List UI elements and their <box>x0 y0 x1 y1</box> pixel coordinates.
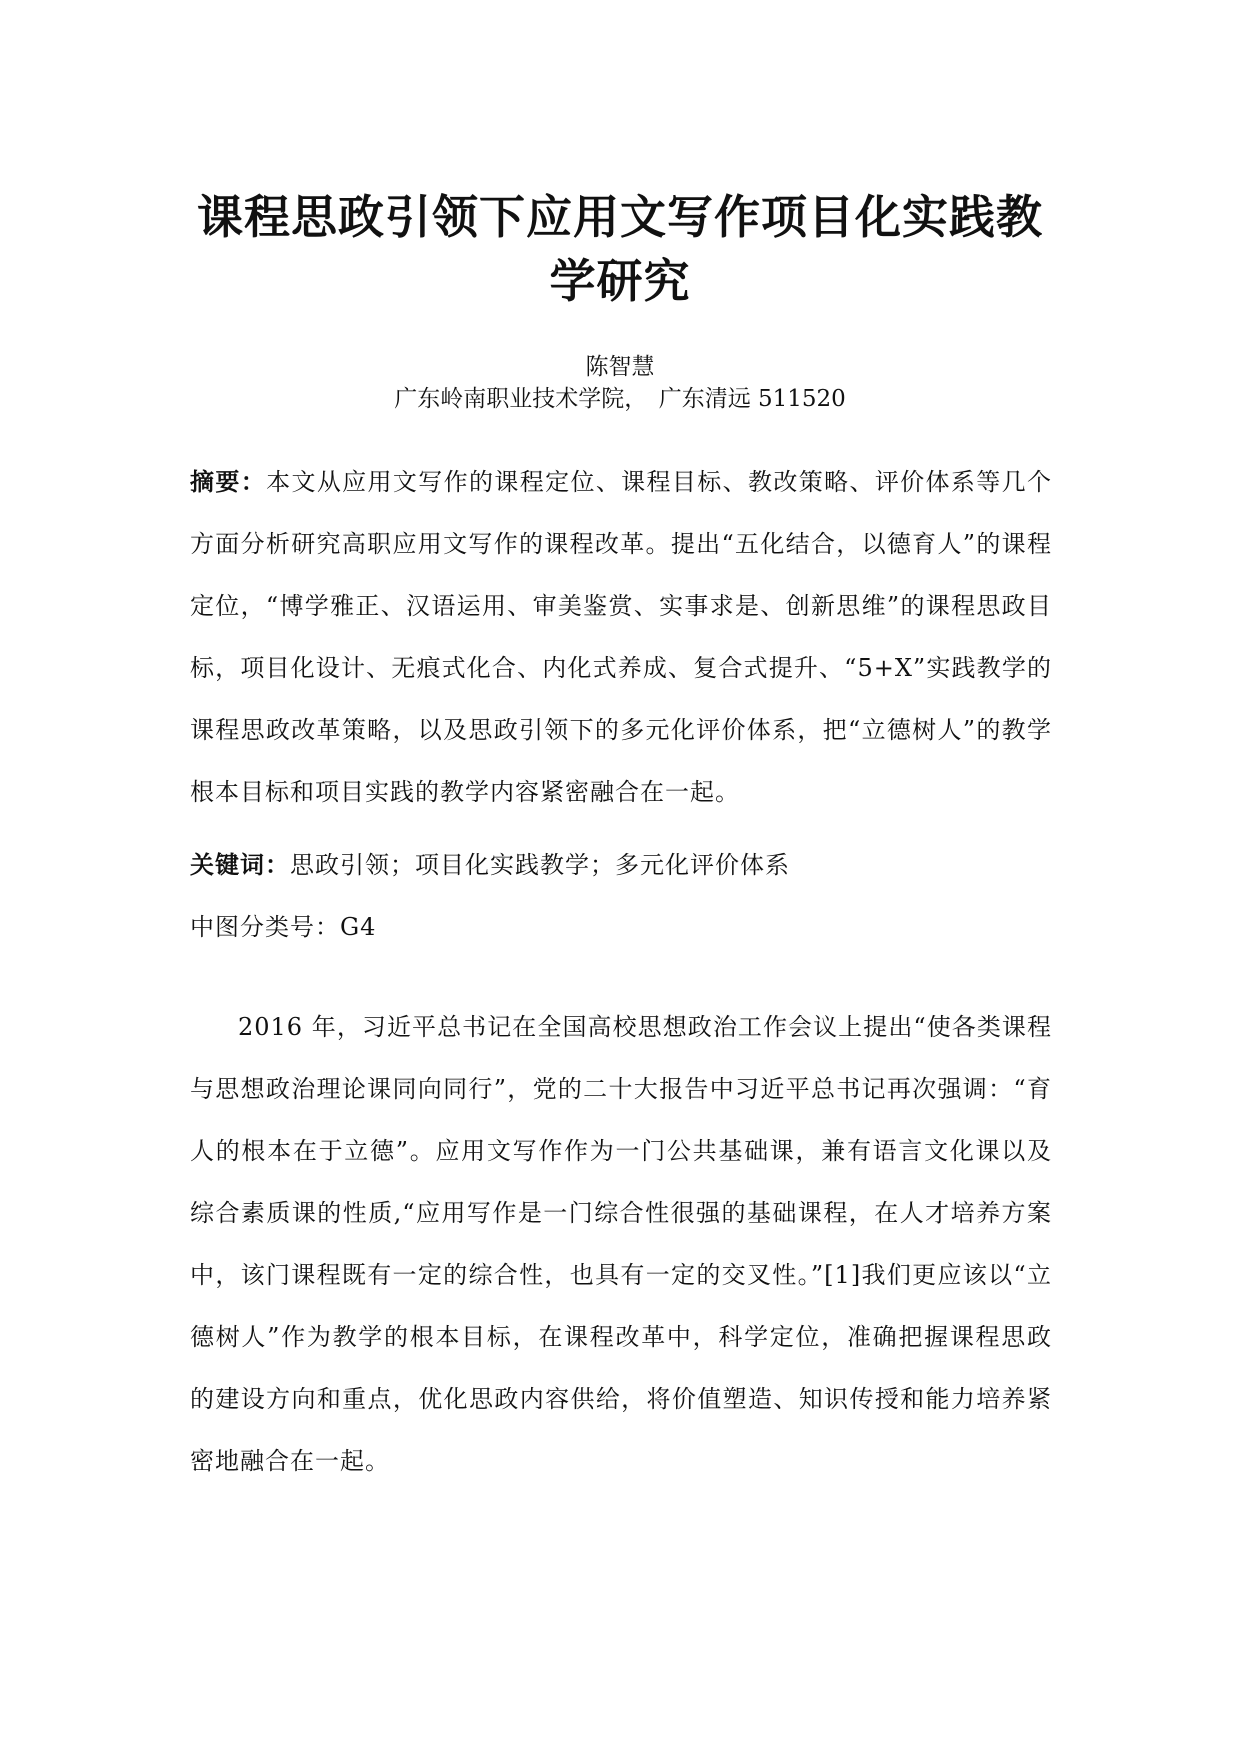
keywords-section <box>190 834 1052 896</box>
body-paragraph: 2016 年，习近平总书记在全国高校思想政治工作会议上提出“使各类课程与思想政治理论课同向同行”，党的二十大报告中习近平总书记再次强调：“育人的根本在于立德”。应用文写作作为一门公共基础课，兼有语言文化课以及综合素质课的性质,“应用写作是一门综合性很强的基础课程，在人才培养方案中，该门课程既有一定的综合性，也具有一定的交叉性。”[1]我们更应该以“立德树人”作为教学的根本目标，在课程改革中，科学定位，准确把握课程思政的建设方向和重点，优化思政内容供给，将价值塑造、知识传授和能力培养紧密地融合在一起。 <box>190 1013 1052 1475</box>
author-affiliation: 广东岭南职业技术学院， 广东清远 511520 <box>394 386 846 412</box>
keywords-label: 关键词： <box>190 851 290 879</box>
paper-title: 课程思政引领下应用文写作项目化实践教学研究 <box>197 190 1043 308</box>
classification-number: 中图分类号：G4 <box>190 913 377 941</box>
keywords-text: 思政引领；项目化实践教学；多元化评价体系 <box>290 851 790 879</box>
author-name: 陈智慧 <box>585 354 655 380</box>
abstract-text: 本文从应用文写作的课程定位、课程目标、教改策略、评价体系等几个方面分析研究高职应用文写作的课程改革。提出“五化结合，以德育人”的课程定位，“博学雅正、汉语运用、审美鉴赏、实事求是、创新思维”的课程思政目标，项目化设计、无痕式化合、内化式养成、复合式提升、“5+X”实践教学的课程思政改革策略，以及思政引领下的多元化评价体系，把“立德树人”的教学根本目标和项目实践的教学内容紧密融合在一起。 <box>190 468 1053 806</box>
abstract-section <box>190 451 1052 823</box>
abstract-label: 摘要： <box>190 468 267 496</box>
